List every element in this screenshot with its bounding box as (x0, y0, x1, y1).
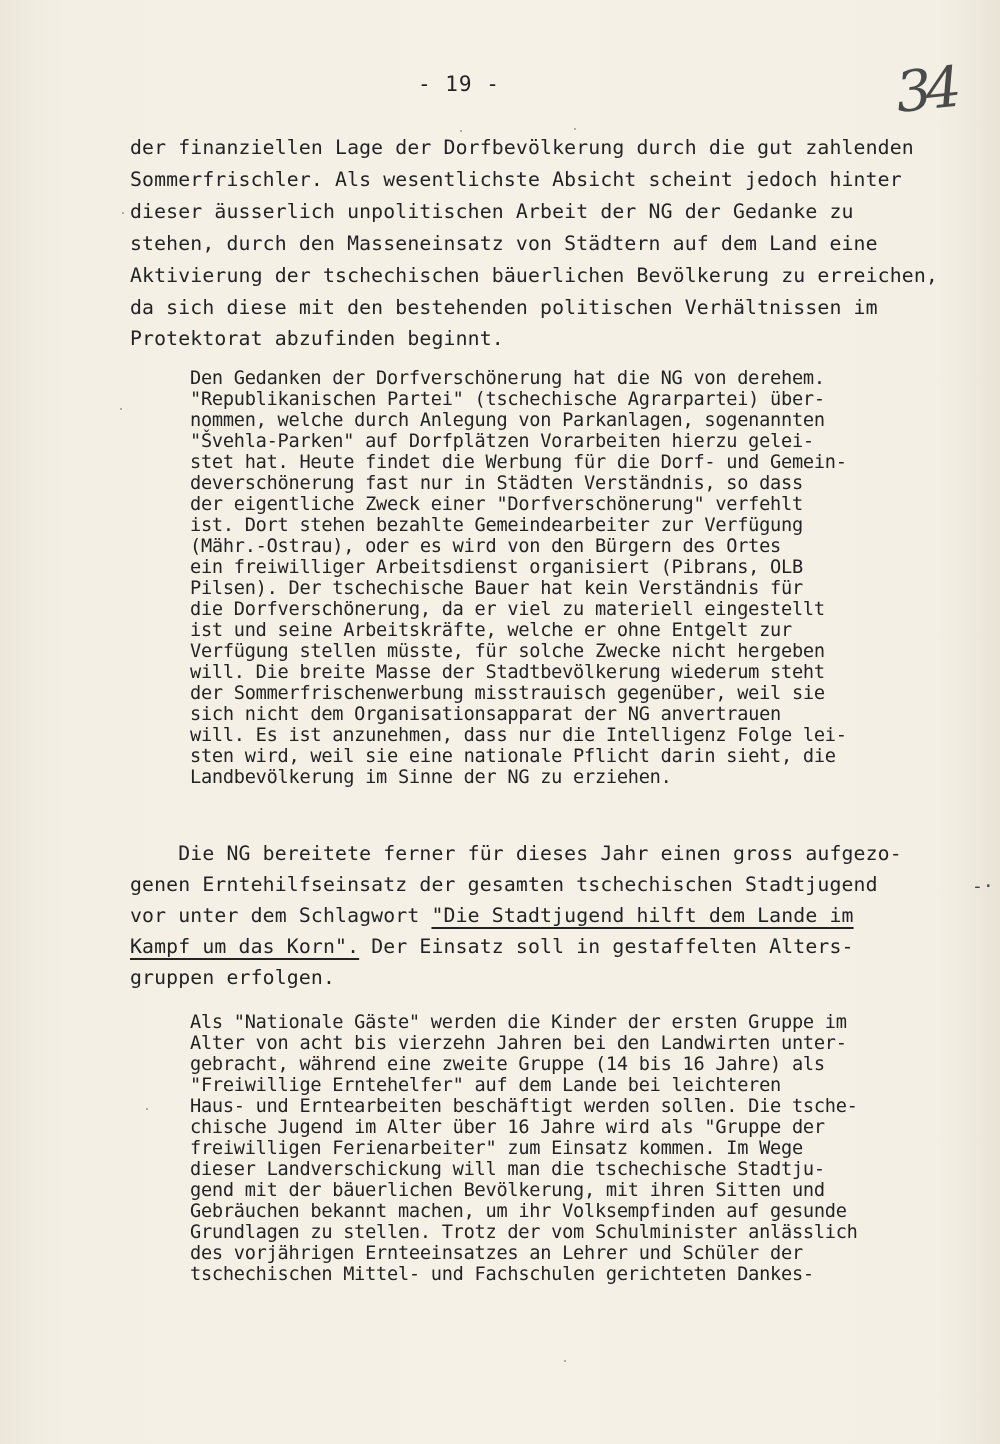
text-line: ein freiwilliger Arbeitsdienst organisiert (Pibrans, OLB (190, 557, 803, 578)
text-line: gruppen erfolgen. (130, 966, 336, 989)
text-line: dieser äusserlich unpolitischen Arbeit der NG der Gedanke zu (130, 200, 854, 223)
text-line: deverschönerung fast nur in Städten Verständnis, so dass (190, 473, 803, 494)
text-line (130, 904, 854, 927)
text-line: des vorjährigen Ernteeinsatzes an Lehrer und Schüler der (190, 1243, 803, 1264)
text-line: Verfügung stellen müsste, für solche Zwecke nicht hergeben (190, 641, 825, 662)
text-line: "Republikanischen Partei" (tschechische Agrarpartei) über- (190, 389, 825, 410)
text-line: ist und seine Arbeitskräfte, welche er ohne Entgelt zur (190, 620, 792, 641)
text-line: die Dorfverschönerung, da er viel zu materiell eingestellt (190, 599, 825, 620)
margin-mark: -· (972, 876, 994, 897)
text-line: "Švehla-Parken" auf Dorfplätzen Vorarbeiten hierzu gelei- (190, 431, 814, 452)
text-line: sich nicht dem Organisationsapparat der NG anvertrauen (190, 704, 781, 725)
text-line: Sommerfrischler. Als wesentlichste Absicht scheint jedoch hinter (130, 168, 902, 191)
text-line: der finanziellen Lage der Dorfbevölkerung durch die gut zahlenden (130, 136, 914, 159)
text-line: stet hat. Heute findet die Werbung für die Dorf- und Gemein- (190, 452, 847, 473)
text-line: ist. Dort stehen bezahlte Gemeindearbeiter zur Verfügung (190, 515, 803, 536)
underlined-slogan: Kampf um das Korn". (130, 935, 360, 958)
text-line: dieser Landverschickung will man die tschechische Stadtju- (190, 1159, 825, 1180)
text-line: Landbevölkerung im Sinne der NG zu erziehen. (190, 767, 672, 788)
text-line: stehen, durch den Masseneinsatz von Städtern auf dem Land eine (130, 232, 878, 255)
page-number: - 19 - (418, 72, 500, 96)
text-line: Gebräuchen bekannt machen, um ihr Volksempfinden auf gesunde (190, 1201, 847, 1222)
text-line: gend mit der bäuerlichen Bevölkerung, mit ihren Sitten und (190, 1180, 825, 1201)
text-line: will. Es ist anzunehmen, dass nur die Intelligenz Folge lei- (190, 725, 847, 746)
text-line: Als "Nationale Gäste" werden die Kinder der ersten Gruppe im (190, 1012, 847, 1033)
text-line: (Mähr.-Ostrau), oder es wird von den Bürgern des Ortes (190, 536, 781, 557)
text-line: tschechischen Mittel- und Fachschulen gerichteten Dankes- (190, 1264, 814, 1285)
text-line: Aktivierung der tschechischen bäuerlichen Bevölkerung zu erreichen, (130, 264, 938, 287)
text-line: nommen, welche durch Anlegung von Parkanlagen, sogenannten (190, 410, 825, 431)
text-line: gebracht, während eine zweite Gruppe (14 bis 16 Jahre) als (190, 1054, 825, 1075)
text-line: Haus- und Erntearbeiten beschäftigt werden sollen. Die tsche- (190, 1096, 858, 1117)
handwritten-annotation: 34 (892, 55, 959, 126)
text-line: Protektorat abzufinden beginnt. (130, 327, 504, 350)
text-line: freiwilligen Ferienarbeiter" zum Einsatz kommen. Im Wege (190, 1138, 803, 1159)
text-line: Den Gedanken der Dorfverschönerung hat die NG von derehem. (190, 368, 825, 389)
text-line: Grundlagen zu stellen. Trotz der vom Schulminister anlässlich (190, 1222, 858, 1243)
underlined-slogan: "Die Stadtjugend hilft dem Lande im (431, 904, 854, 927)
text-line (130, 935, 854, 958)
text-line: "Freiwillige Erntehelfer" auf dem Lande bei leichteren (190, 1075, 781, 1096)
text-line: der Sommerfrischenwerbung misstrauisch gegenüber, weil sie (190, 683, 825, 704)
text-line: der eigentliche Zweck einer "Dorfverschönerung" verfehlt (190, 494, 803, 515)
text-line: da sich diese mit den bestehenden politischen Verhältnissen im (130, 296, 878, 319)
text-line: Pilsen). Der tschechische Bauer hat kein Verständnis für (190, 578, 803, 599)
text-line: Alter von acht bis vierzehn Jahren bei den Landwirten unter- (190, 1033, 847, 1054)
text-segment: vor unter dem Schlagwort (130, 904, 432, 927)
text-line: chische Jugend im Alter über 16 Jahre wird als "Gruppe der (190, 1117, 825, 1138)
text-line: genen Erntehilfseinsatz der gesamten tschechischen Stadtjugend (130, 873, 878, 896)
text-line: will. Die breite Masse der Stadtbevölkerung wiederum steht (190, 662, 825, 683)
text-line: sten wird, weil sie eine nationale Pflicht darin sieht, die (190, 746, 836, 767)
text-segment: Der Einsatz soll in gestaffelten Alters- (359, 935, 854, 958)
text-line: Die NG bereitete ferner für dieses Jahr einen gross aufgezo- (130, 842, 902, 865)
